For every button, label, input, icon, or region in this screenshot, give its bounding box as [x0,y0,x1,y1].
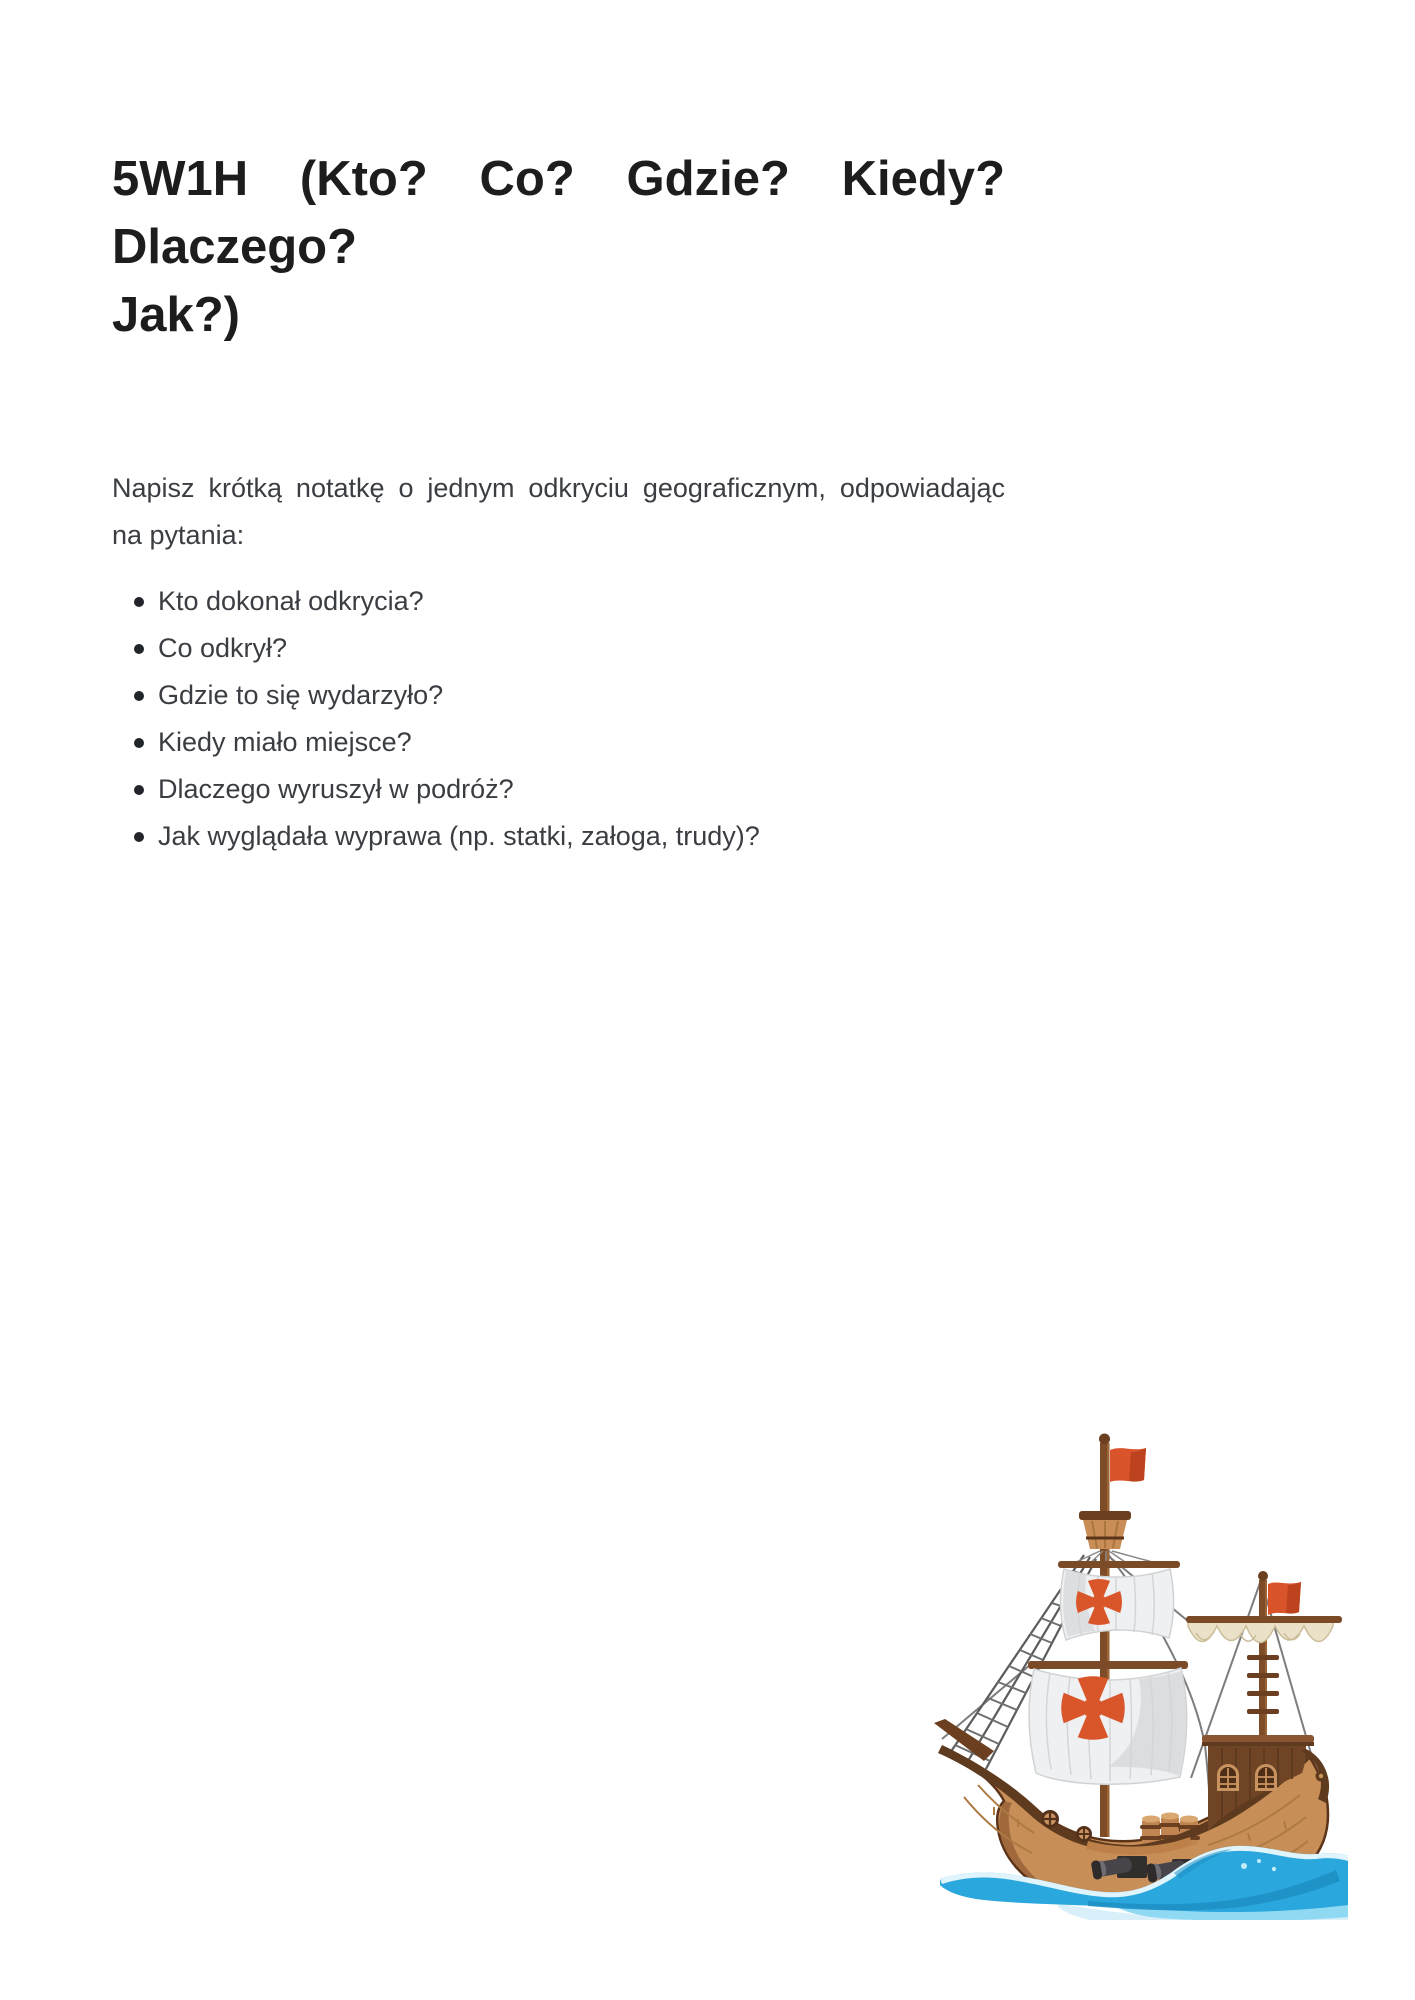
page-title-line-2: Jak?) [112,287,241,342]
intro-line-1: Napisz krótką notatkę o jednym odkryciu geograficznym, odpowiadając [112,473,1005,503]
question-item: Kto dokonał odkrycia? [112,578,1005,625]
question-item: Jak wyglądała wyprawa (np. statki, załoga, trudy)? [112,813,1005,860]
ship-svg [728,1405,1348,1920]
sail-upper [1058,1561,1180,1640]
porthole [1041,1810,1059,1828]
porthole [1076,1826,1092,1842]
crows-nest [1074,1511,1156,1564]
question-item: Dlaczego wyruszył w podróż? [112,766,1005,813]
intro-line-2: na pytania: [112,520,245,550]
mizzen-mast [1186,1571,1342,1736]
cabin-window [1255,1764,1277,1791]
page-title [112,145,1005,349]
page-title-line-1: 5W1H (Kto? Co? Gdzie? Kiedy? Dlaczego? [112,151,1005,274]
question-item: Gdzie to się wydarzyło? [112,672,1005,719]
sail-lower [1028,1661,1188,1784]
ship-illustration [728,1405,1348,1920]
main-flag-icon [1110,1448,1146,1482]
question-item: Kiedy miało miejsce? [112,719,1005,766]
intro-paragraph [112,465,1005,559]
mizzen-flag-icon [1268,1582,1301,1615]
cabin-window [1217,1764,1239,1791]
question-item: Co odkrył? [112,625,1005,672]
question-list [112,578,1005,860]
